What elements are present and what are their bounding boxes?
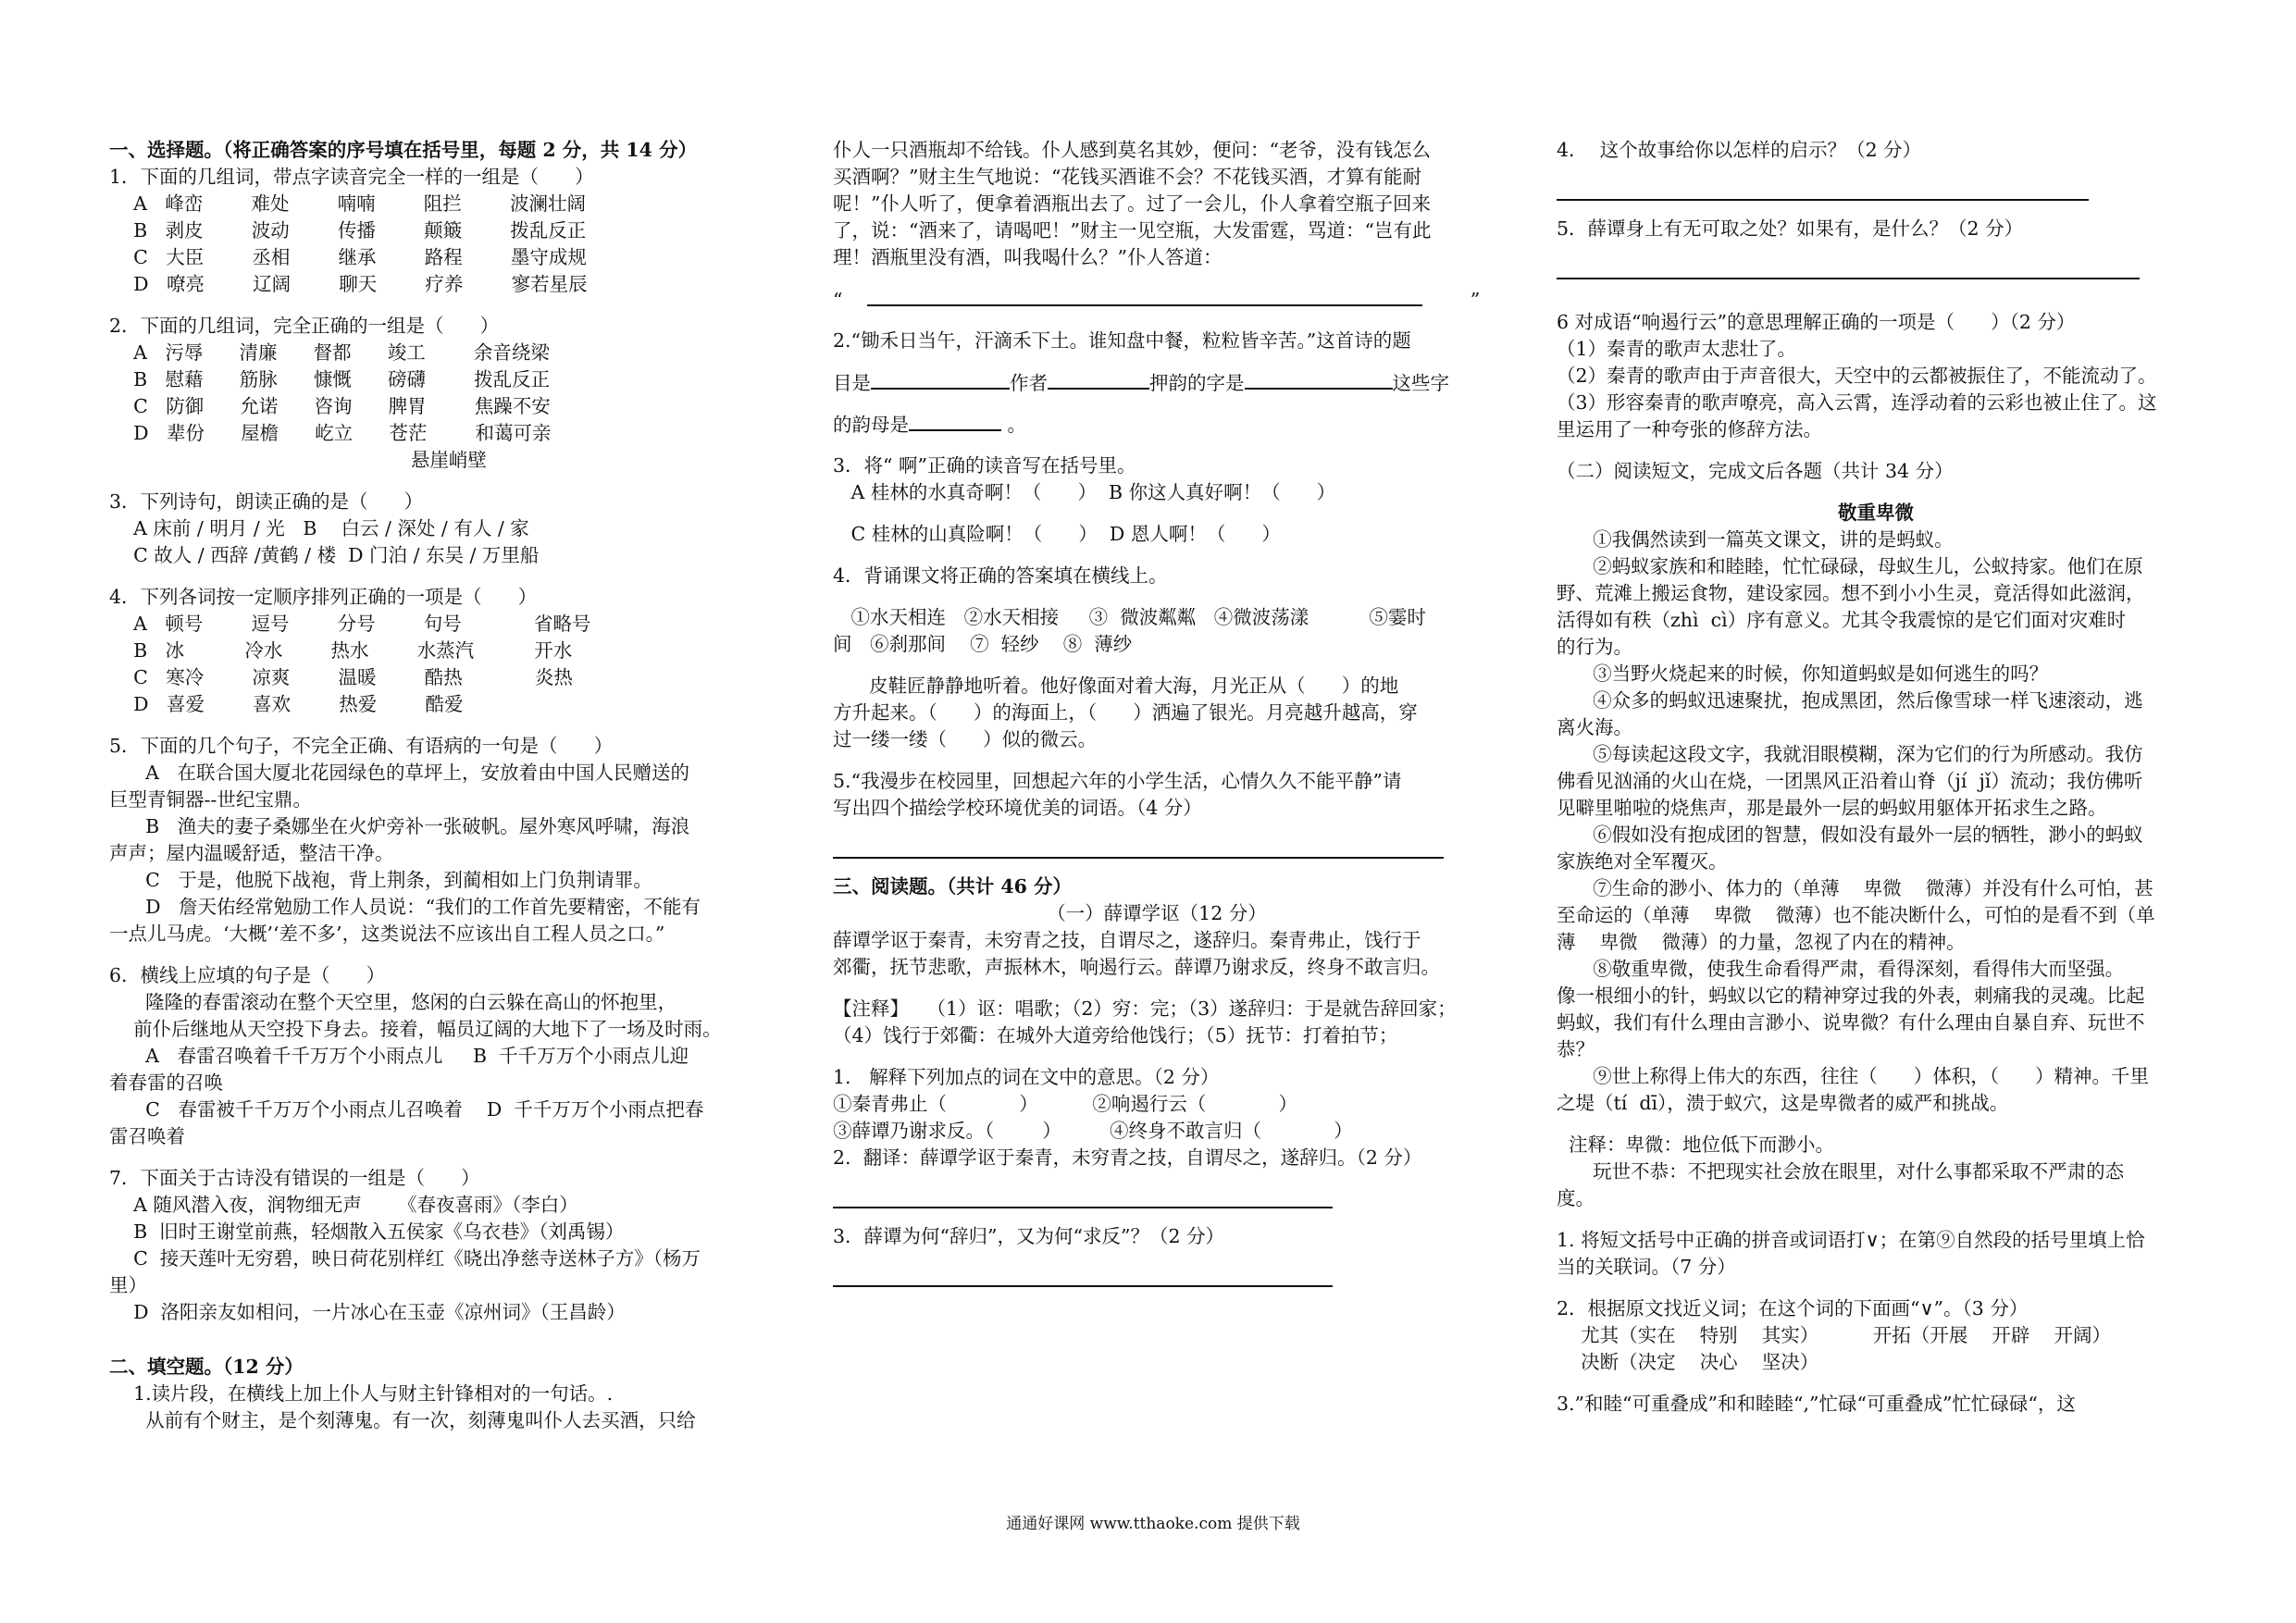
- column-middle: [833, 137, 1481, 1302]
- text-line: 了，说：“酒来了，请喝吧！”财主一见空瓶，大发雷霆，骂道：“岂有此: [833, 219, 1432, 242]
- text-line: 家族绝对全军覆灭。: [1557, 850, 1728, 873]
- text-line: 理！酒瓶里没有酒，叫我喝什么？”仆人答道：: [833, 246, 1222, 268]
- text-line: 4． 这个故事给你以怎样的启示？（2 分）: [1557, 139, 1922, 161]
- text-line: 从前有个财主，是个刻薄鬼。有一次，刻薄鬼叫仆人去买酒，只给: [109, 1409, 696, 1431]
- text-line: 见噼里啪啦的烧焦声，那是最外一层的蚂蚁用躯体开拓求生之路。: [1557, 797, 2107, 819]
- answer-line: [833, 1261, 1333, 1287]
- text-line: A 在联合国大厦北花园绿色的草坪上，安放着由中国人民赠送的: [109, 762, 689, 784]
- text-line: 6．横线上应填的句子是（ ）: [109, 964, 386, 986]
- text-line: 薛谭学讴于秦青，未穷青之技，自谓尽之，遂辞归。秦青弗止，饯行于: [833, 929, 1421, 951]
- text-line: D 喜爱 喜欢 热爱 酷爱: [109, 693, 464, 715]
- text-line: 2．根据原文找近义词；在这个词的下面画“∨”。（3 分）: [1557, 1297, 2029, 1319]
- text-line: 2．下面的几组词，完全正确的一组是（ ）: [109, 315, 500, 337]
- text-line: ③薛谭乃谢求反。（ ） ④终身不敢言归（ ）: [833, 1120, 1353, 1142]
- text-line: 3．下列诗句，朗读正确的是（ ）: [109, 490, 424, 513]
- text-line: （3）形容秦青的歌声嘹亮，高入云霄，连浮动着的云彩也被止住了。这: [1557, 391, 2157, 414]
- text-line: 5．薛谭身上有无可取之处？如果有，是什么？（2 分）: [1557, 217, 2024, 240]
- text-line: 恭？: [1557, 1038, 1595, 1060]
- text-line: 隆隆的春雷滚动在整个天空里，悠闲的白云躲在高山的怀抱里，: [109, 991, 677, 1013]
- text-run: 。: [1001, 414, 1027, 436]
- spacer: [1557, 1212, 2195, 1227]
- spacer: [109, 1326, 748, 1354]
- text-run: 作者: [1010, 372, 1048, 394]
- text-line: A 污辱 清廉 督都 竣工 余音绕梁: [109, 341, 550, 364]
- spacer: [833, 589, 1481, 604]
- text-line: C 春雷被千千万万个小雨点儿召唤着 D 千千万万个小雨点把春: [109, 1098, 704, 1121]
- spacer: [833, 548, 1481, 563]
- text-line: 2.“锄禾日当午，汗滴禾下土。谁知盘中餐，粒粒皆辛苦。”这首诗的题: [833, 329, 1411, 352]
- text-line: 敬重卑微: [1838, 502, 1914, 524]
- text-line: ⑧敬重卑微，使我生命看得严肃，看得深刻，看得伟大而坚强。: [1557, 958, 2125, 980]
- answer-line: [1557, 254, 2140, 279]
- text-line: 像一根细小的针，蚂蚁以它的精神穿过我的外表，刺痛我的灵魂。比起: [1557, 985, 2145, 1007]
- text-line: ⑨世上称得上伟大的东西，往往（ ）体积，（ ）精神。千里: [1557, 1065, 2150, 1087]
- text-line: 6 对成语“响遏行云”的意思理解正确的一项是（ ）（2 分）: [1557, 311, 2076, 333]
- text-line: ①我偶然读到一篇英文课文，讲的是蚂蚁。: [1557, 528, 1954, 551]
- text-line: C 大臣 丞相 继承 路程 墨守成规: [109, 246, 587, 268]
- text-line: 雷召唤着: [109, 1125, 185, 1147]
- text-line: 二、填空题。（12 分）: [109, 1356, 304, 1378]
- spacer: [833, 313, 1481, 328]
- text-line: 佛看见汹涌的火山在烧，一团黑风正沿着山脊（jí jǐ）流动；我仿佛听: [1557, 770, 2143, 792]
- spacer: [833, 438, 1481, 452]
- column-left: [109, 137, 748, 1434]
- text-line: 离火海。: [1557, 716, 1632, 738]
- spacer: [833, 981, 1481, 996]
- spacer: [1557, 443, 2195, 458]
- text-line: 活得如有秩（zhì cì）序有意义。尤其令我震惊的是它们面对灾难时: [1557, 609, 2127, 631]
- text-line: C 于是，他脱下战袍，背上荆条，到蔺相如上门负荆请罪。: [109, 869, 652, 891]
- spacer: [109, 298, 748, 313]
- spacer: [833, 506, 1481, 521]
- page-footer: 通通好课网 www.tthaoke.com 提供下载: [1006, 1515, 1300, 1533]
- spacer: [833, 658, 1481, 673]
- text-line: （一）薛谭学讴（12 分）: [1047, 902, 1267, 924]
- text-line: 呢！”仆人听了，便拿着酒瓶出去了。过了一会儿，仆人拿着空瓶子回来: [833, 192, 1431, 215]
- text-line: 尤其（实在 特别 其实） 开拓（开展 开辟 开阔）: [1557, 1324, 2111, 1346]
- text-run: 的韵母是: [833, 414, 909, 436]
- text-line: 声声；屋内温暖舒适，整洁干净。: [109, 842, 394, 864]
- text-run: ”: [1470, 289, 1481, 311]
- text-line: ③当野火烧起来的时候，你知道蚂蚁是如何逃生的吗？: [1557, 663, 2049, 685]
- quote-answer-line: [833, 286, 1481, 313]
- text-line: 方升起来。（ ）的海面上，（ ）洒遍了银光。月亮越升越高，穿: [833, 701, 1418, 724]
- text-line: B 旧时王谢堂前燕，轻烟散入五侯家《乌衣巷》（刘禹锡）: [109, 1220, 625, 1243]
- text-line: B 剥皮 波动 传播 颠簸 拨乱反正: [109, 219, 587, 242]
- spacer: [109, 948, 748, 962]
- text-line: D 詹天佑经常勉励工作人员说：“我们的工作首先要精密，不能有: [109, 896, 701, 918]
- text-line: 蚂蚁，我们有什么理由言渺小、说卑微？有什么理由自暴自弃、玩世不: [1557, 1011, 2145, 1034]
- answer-blank: [1245, 369, 1393, 390]
- text-line: 当的关联词。（7 分）: [1557, 1256, 1736, 1278]
- text-line: A 随风潜入夜，润物细无声 《春夜喜雨》（李白）: [109, 1194, 578, 1216]
- answer-blank: [1048, 369, 1149, 390]
- text-line: 1. 解释下列加点的词在文中的意思。（2 分）: [833, 1066, 1220, 1088]
- text-line: C 桂林的山真险啊！（ ） D 恩人啊！（ ）: [833, 523, 1281, 545]
- text-line: D 嘹亮 辽阔 聊天 疗养 寥若星辰: [109, 273, 588, 295]
- text-line: 2. 翻译：薛谭学讴于秦青，未穷青之技，自谓尽之，遂辞归。（2 分）: [833, 1146, 1422, 1169]
- spacer: [833, 396, 1481, 411]
- text-line: A 桂林的水真奇啊！（ ） B 你这人真好啊！（ ）: [833, 481, 1336, 503]
- text-line: 郊衢，抚节悲歌，声振林木，响遏行云。薛谭乃谢求反，终身不敢言归。: [833, 956, 1440, 978]
- text-line: 3.”和睦“可重叠成”和和睦睦“,”忙碌“可重叠成”忙忙碌碌“，这: [1557, 1393, 2076, 1415]
- spacer: [833, 753, 1481, 768]
- spacer: [833, 1049, 1481, 1064]
- text-line: 决断（决定 决心 坚决）: [1557, 1351, 1819, 1373]
- text-line: 5．下面的几个句子，不完全正确、有语病的一句是（ ）: [109, 735, 614, 757]
- text-line: 里运用了一种夸张的修辞方法。: [1557, 418, 1822, 440]
- text-line: 1. 将短文括号中正确的拼音或词语打∨；在第⑨自然段的括号里填上恰: [1557, 1229, 2145, 1251]
- text-run: 目是: [833, 372, 871, 394]
- text-line: 一点儿马虎。‘大概’‘差不多’，这类说法不应该出自工程人员之口。”: [109, 923, 665, 945]
- text-line: 7．下面关于古诗没有错误的一组是（ ）: [109, 1167, 480, 1189]
- text-line: 悬崖峭壁: [109, 449, 487, 471]
- answer-blank: [867, 286, 1422, 306]
- text-line: 薄 卑微 微薄）的力量，忽视了内在的精神。: [1557, 931, 1966, 953]
- text-line: ②蚂蚁家族和和睦睦，忙忙碌碌，母蚁生儿，公蚁持家。他们在原: [1557, 555, 2143, 577]
- text-line: ①秦青弗止（ ） ②响遏行云（ ）: [833, 1093, 1298, 1115]
- text-line: 里）: [109, 1274, 147, 1296]
- text-line: 4．背诵课文将正确的答案填在横线上。: [833, 564, 1168, 587]
- text-line: 巨型青铜器--世纪宝鼎。: [109, 788, 312, 811]
- spacer: [833, 354, 1481, 369]
- text-line: 4．下列各词按一定顺序排列正确的一项是（ ）: [109, 586, 538, 608]
- text-line: 写出四个描绘学校环境优美的词语。（4 分）: [833, 797, 1202, 819]
- text-line: 3．薛谭为何“辞归”，又为何“求反”？（2 分）: [833, 1225, 1225, 1247]
- spacer: [109, 474, 748, 489]
- text-line: B 慰藉 筋脉 慷慨 磅礴 拨乱反正: [109, 368, 551, 390]
- text-line: 3．将“ 啊”正确的读音写在括号里。: [833, 454, 1136, 477]
- answer-line: [1557, 175, 2089, 201]
- text-line: A 峰峦 难处 喃喃 阻拦 波澜壮阔: [109, 192, 586, 215]
- spacer: [1557, 1117, 2195, 1132]
- answer-blank: [909, 411, 1001, 431]
- text-line: 【注释】 （1）讴：唱歌；（2）穷：完；（3）遂辞归：于是就告辞回家；: [833, 997, 1457, 1020]
- text-line: A 床前 / 明月 / 光 B 白云 / 深处 / 有人 / 家: [109, 517, 529, 539]
- text-line: 1.读片段，在横线上加上仆人与财主针锋相对的一句话。.: [109, 1382, 614, 1405]
- text-line: C 寒冷 凉爽 温暖 酷热 炎热: [109, 666, 573, 688]
- text-line: ⑤每读起这段文字，我就泪眼模糊，深为它们的行为所感动。我仿: [1557, 743, 2143, 765]
- spacer: [109, 569, 748, 584]
- text-line: （1）秦青的歌声太悲壮了。: [1557, 338, 1797, 360]
- spacer: [1557, 1281, 2195, 1295]
- text-line: 着春雷的召唤: [109, 1072, 223, 1094]
- text-line: （二）阅读短文，完成文后各题（共计 34 分）: [1557, 460, 1954, 482]
- text-line: B 渔夫的妻子桑娜坐在火炉旁补一张破帆。屋外寒风呼啸，海浪: [109, 815, 690, 837]
- text-line: 仆人一只酒瓶却不给钱。仆人感到莫名其妙，便问：“老爷，没有钱怎么: [833, 139, 1431, 161]
- text-line: 的行为。: [1557, 636, 1632, 658]
- text-line: 注释：卑微：地位低下而渺小。: [1557, 1134, 1835, 1156]
- text-line: ⑦生命的渺小、体力的（单薄 卑微 微薄）并没有什么可怕，甚: [1557, 877, 2153, 899]
- text-line: C 故人 / 西辞 /黄鹤 / 楼 D 门泊 / 东吴 / 万里船: [109, 544, 540, 566]
- text-line: 度。: [1557, 1187, 1595, 1209]
- text-line: 皮鞋匠静静地听着。他好像面对着大海，月光正从（ ）的地: [833, 675, 1399, 697]
- text-line: 野、荒滩上搬运食物，建设家园。想不到小小生灵，竟活得如此滋润，: [1557, 582, 2145, 604]
- text-line: ⑥假如没有抱成团的智慧，假如没有最外一层的牺牲，渺小的蚂蚁: [1557, 824, 2143, 846]
- answer-line: [833, 833, 1444, 859]
- answer-line: [833, 1183, 1333, 1208]
- fill-line: [833, 411, 1481, 438]
- text-line: A 顿号 逗号 分号 句号 省略号: [109, 613, 591, 635]
- text-line: 三、阅读题。（共计 46 分）: [833, 875, 1073, 898]
- text-line: B 冰 冷水 热水 水蒸汽 开水: [109, 639, 573, 662]
- text-line: C 防御 允诺 咨询 脾胃 焦躁不安: [109, 395, 551, 417]
- text-run: 押韵的字是: [1149, 372, 1245, 394]
- spacer: [833, 271, 1481, 286]
- answer-blank: [871, 369, 1010, 390]
- spacer: [1557, 1376, 2195, 1391]
- text-run: 这些字: [1392, 372, 1449, 394]
- text-line: 玩世不恭：不把现实社会放在眼里，对什么事都采取不严肃的态: [1557, 1160, 2125, 1183]
- spacer: [109, 718, 748, 733]
- text-line: 之堤（tí dī），溃于蚁穴，这是卑微者的威严和挑战。: [1557, 1092, 2009, 1114]
- text-line: D 洛阳亲友如相问，一片冰心在玉壶《凉州词》（王昌龄）: [109, 1301, 626, 1323]
- text-line: D 辈份 屋檐 屹立 苍茫 和蔼可亲: [109, 422, 552, 444]
- text-line: 前仆后继地从天空投下身去。接着，幅员辽阔的大地下了一场及时雨。: [109, 1018, 722, 1040]
- text-line: A 春雷召唤着千千万万个小雨点儿 B 千千万万个小雨点儿迎: [109, 1045, 689, 1067]
- text-line: 5.“我漫步在校园里，回想起六年的小学生活，心情久久不能平静”请: [833, 770, 1402, 792]
- text-line: 一、选择题。（将正确答案的序号填在括号里，每题 2 分，共 14 分）: [109, 139, 698, 161]
- spacer: [1557, 485, 2195, 500]
- text-line: ④众多的蚂蚁迅速聚扰，抱成黑团，然后像雪球一样飞速滚动，逃: [1557, 689, 2143, 712]
- text-line: （2）秦青的歌声由于声音很大，天空中的云都被振住了，不能流动了。: [1557, 365, 2157, 387]
- column-right: [1557, 137, 2195, 1418]
- spacer: [1557, 294, 2195, 309]
- text-line: ①水天相连 ②水天相接 ③ 微波粼粼 ④微波荡漾 ⑤霎时: [833, 606, 1426, 628]
- text-line: 过一缕一缕（ ）似的微云。: [833, 728, 1098, 750]
- text-line: 至命运的（单薄 卑微 微薄）也不能决断什么，可怕的是看不到（单: [1557, 904, 2155, 926]
- fill-line: [833, 369, 1481, 396]
- text-run: “: [833, 289, 843, 311]
- spacer: [109, 1150, 748, 1165]
- text-line: C 接天莲叶无穷碧，映日荷花别样红《晓出净慈寺送林子方》（杨万: [109, 1247, 701, 1270]
- text-line: 间 ⑥刹那间 ⑦ 轻纱 ⑧ 薄纱: [833, 633, 1133, 655]
- text-line: （4）饯行于郊衢：在城外大道旁给他饯行；（5）抚节：打着拍节；: [833, 1024, 1398, 1047]
- text-line: 1．下面的几组词，带点字读音完全一样的一组是（ ）: [109, 166, 594, 188]
- text-line: 买酒啊？”财主生气地说：“花钱买酒谁不会？不花钱买酒，才算有能耐: [833, 166, 1421, 188]
